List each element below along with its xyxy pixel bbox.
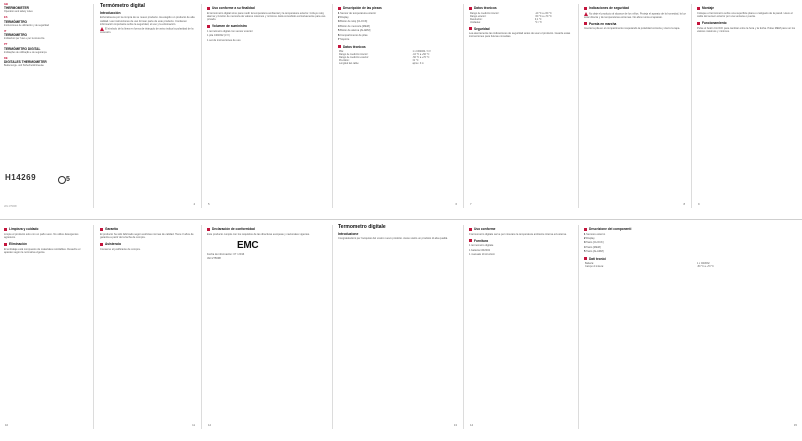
section-title: Eliminación [9, 242, 27, 247]
spec-table [584, 262, 798, 268]
section-title: Funcionamiento [702, 21, 727, 26]
body-text: Conserve el justificante de compra. [100, 247, 141, 251]
section-title: Declaración de conformidad [212, 227, 255, 231]
section-bullet-icon [584, 257, 587, 260]
warning-note [100, 27, 196, 34]
cover-subtitle: Operation and safety notes [4, 10, 33, 14]
cover-line [4, 43, 88, 53]
cover-title: TERMÓMETRO [4, 19, 28, 24]
column-rule [201, 225, 202, 429]
page-number: 12 [208, 423, 212, 427]
cover-panel [0, 0, 92, 210]
body-text: Inserte la pila en el compartimento respetando la polaridad correcta y cierre la tapa. [584, 27, 681, 31]
section-heading: Introducción [100, 11, 121, 15]
section-header [4, 242, 88, 246]
cover-title: TERMÓMETRO DIGITAL [4, 46, 41, 51]
section-title: Uso conforme [474, 227, 496, 231]
section-header [584, 257, 798, 261]
top-spread [0, 0, 802, 220]
section-header [207, 6, 327, 10]
section-title: Descrizione dei componenti [589, 227, 632, 231]
page-number: 5 [208, 202, 210, 206]
table-row [469, 21, 573, 24]
manual-page [334, 221, 462, 431]
manual-page [580, 0, 690, 210]
spec-value: °C / °F [534, 20, 542, 24]
cover-subtitle: Indicações de utilização e de segurança [4, 50, 47, 54]
cover-title: DIGITALES THERMOMETER [4, 60, 47, 65]
warning-text: No deje el producto al alcance de los niños. Proteja el aparato de la humedad, la luz solar directa y de temperaturas extremas. No abra nunca el aparato. [584, 12, 686, 19]
spec-value: 1 x CR2032 / 3 V [412, 50, 431, 54]
column-rule [201, 4, 202, 208]
spec-value: -50 °C a +70 °C [412, 56, 430, 60]
spec-label: Rango de medición exterior: [339, 56, 369, 60]
lang-code: ES [4, 16, 8, 20]
spec-value: -10 °C a +50 °C [534, 11, 552, 15]
section-title: Dati tecnici [589, 256, 607, 261]
spec-value: ±1 °C [412, 59, 419, 63]
body-text: El embalaje está compuesto de materiales reciclables. Deseche el aparato según la normativa vigente. [4, 247, 81, 254]
list-item: 3 Botón de reloj [CLOCK] [338, 20, 368, 24]
section-bullet-icon [4, 228, 7, 231]
page-number: 7 [470, 202, 472, 206]
column-rule [578, 225, 579, 429]
section-title: Datos técnicos [474, 6, 497, 10]
lang-code: PT [4, 43, 8, 47]
spec-value: aprox. 3 m [412, 62, 424, 66]
column-rule [463, 4, 464, 208]
list-item: 1 set de instrucciones de uso [207, 38, 241, 42]
cover-line [4, 3, 88, 13]
list-item: 6 Compartimento de pilas [338, 33, 368, 37]
section-bullet-icon [584, 228, 587, 231]
spec-label: Precisión: [339, 59, 350, 63]
page-heading: Termómetro digital [100, 3, 145, 9]
spec-value: -10 °C a +50 °C [412, 53, 430, 57]
section-bullet-icon [469, 27, 472, 30]
manual-page [203, 0, 331, 210]
page-number: 13 [453, 423, 457, 427]
list-item: 2 Display [584, 236, 595, 240]
section-bullet-icon [4, 243, 7, 246]
body-text: Lea atentamente las indicaciones de seguridad antes de usar el producto. Guarde estas instrucciones para futuras consultas. [469, 32, 571, 39]
section-header [469, 239, 573, 243]
list-item: 5 Tasto [ALARM] [584, 250, 604, 254]
list-item: 7 Soporte [338, 38, 350, 42]
section-header [100, 242, 196, 246]
column-rule [332, 225, 333, 429]
cover-line [4, 30, 88, 40]
section-title: Uso conforme a su finalidad [212, 6, 255, 10]
section-title: Limpieza y cuidado [9, 227, 39, 231]
section-bullet-icon [338, 45, 341, 48]
list-item: 1 termometro digitale [469, 244, 494, 248]
column-rule [578, 4, 579, 208]
list-item: 5 Botón de alarma [ALARM] [338, 29, 371, 33]
lang-code: GB [4, 3, 8, 6]
ian-code: IAN 275698 [207, 257, 221, 261]
section-bullet-icon [697, 7, 700, 10]
section-header [697, 6, 798, 10]
section-header [469, 227, 573, 231]
column-rule [332, 4, 333, 208]
spec-value: 0,1 °C [534, 17, 542, 21]
emc-logo: EMC [237, 239, 259, 251]
spec-value: -50 °C a +70 °C [697, 265, 714, 269]
manual-page [465, 221, 577, 431]
page-number: 4 [193, 202, 195, 206]
ian-code: IAN 275698 [4, 205, 17, 208]
list-item: 4 Tasto [MEM] [584, 245, 601, 249]
section-header [100, 227, 196, 231]
section-bullet-icon [584, 7, 587, 10]
section-bullet-icon [697, 22, 700, 25]
page-number: 15 [793, 423, 797, 427]
section-bullet-icon [100, 228, 103, 231]
column-rule [93, 225, 94, 429]
page-number: 6 [455, 202, 457, 206]
cover-subtitle: Indicazioni per l'uso e per la sicurezza [4, 37, 45, 41]
manual-page [465, 0, 577, 210]
manual-page [96, 221, 200, 431]
section-header [697, 21, 798, 25]
list-item: 1 Sensore esterno [584, 232, 606, 236]
column-rule [463, 225, 464, 429]
list-text: Tasto [CLOCK] [586, 241, 604, 245]
list-item: 1 manuale di istruzioni [469, 253, 495, 257]
section-title: Datos técnicos [343, 44, 366, 49]
page-number: 10 [5, 423, 9, 427]
section-header [338, 45, 458, 49]
section-header [469, 27, 573, 31]
section-title: Asistencia [105, 242, 121, 247]
list-text: Botón de reloj [CLOCK] [340, 20, 368, 24]
column-rule [691, 4, 692, 208]
section-title: Volumen de suministro [212, 24, 248, 29]
bottom-spread [0, 221, 802, 441]
section-bullet-icon [207, 7, 210, 10]
manual-page [203, 221, 331, 431]
list-item: 1 termómetro digital con sensor exterior [207, 29, 253, 33]
section-bullet-icon [469, 228, 472, 231]
section-heading: Introduzione [338, 232, 359, 236]
list-item: 4 Botón de memoria [MEM] [338, 24, 370, 28]
body-text: Coloque el termómetro sobre una superficie plana o cuélguelo de la pared. Lleve el cable del sensor exterior por una ventana o puerta. [697, 11, 793, 18]
section-header [469, 6, 573, 10]
warning-note [584, 12, 686, 19]
body-text: Limpie el producto solo con un paño seco. No utilice detergentes agresivos. [4, 232, 79, 239]
page-number: 8 [683, 202, 685, 206]
manual-page [0, 221, 92, 431]
warning-text: El símbolo de la línea en forma de triángulo de aviso indica la polaridad de la conexión. [100, 27, 194, 35]
manual-page [580, 221, 802, 431]
list-text: Tasto [MEM] [586, 245, 601, 249]
spec-label: Campo di misura: [585, 265, 604, 269]
section-header [584, 6, 686, 10]
section-header [207, 24, 327, 28]
section-bullet-icon [100, 243, 103, 246]
list-item: 1 pila CR2032 (3 V) [207, 34, 230, 38]
page-number: 14 [470, 423, 474, 427]
page-number: 9 [698, 202, 700, 206]
body-text: Enhorabuena por la compra de su nuevo producto. Ha elegido un producto de alta calidad. Las instrucciones de uso forman parte de este producto. Contienen información importante sobre la seguridad, el uso y la eliminación. [100, 16, 195, 26]
cover-title: THERMOMETER [4, 6, 29, 11]
page-number: 11 [192, 423, 195, 427]
spec-label: Rango de medición interior: [339, 53, 369, 57]
warranty-years: 5 [66, 176, 70, 183]
spec-value: -50 °C a +70 °C [534, 14, 552, 18]
list-text: Soporte [340, 38, 350, 42]
body-text: El producto ha sido fabricado según estrictas normas de calidad. Tiene 3 años de garantía a partir de la fecha de compra. [100, 232, 194, 239]
spec-label: Unidades: [470, 20, 481, 24]
cover-title-block [4, 3, 88, 67]
list-text: Display [586, 236, 595, 240]
section-header [4, 227, 88, 231]
list-text: Sensore esterno [586, 232, 606, 236]
cover-line [4, 16, 88, 26]
list-text: Compartimento de pilas [340, 33, 368, 37]
list-item: 2 Display [338, 15, 349, 19]
body-text: Il termometro digitale serve per misurare la temperatura ambiente interna ed esterna. [469, 232, 567, 236]
cover-title: TERMOMETRO [4, 33, 28, 38]
body-text: Este producto cumple con los requisitos de las directivas europeas y nacionales vigentes. [207, 232, 310, 236]
body-text: El termómetro digital sirve para medir la temperatura ambiental y la temperatura exterior. Incluye reloj, alarma y función de memoria de valores máximos y mínimos. Está concebido exclusivamente para uso privado. [207, 11, 326, 22]
section-header [207, 227, 327, 231]
manual-page [334, 0, 462, 210]
list-text: Sensor de temperatura exterior [340, 11, 377, 15]
lang-code: IT [4, 29, 7, 33]
spec-label: Rango de medición interior: [470, 11, 500, 15]
manual-page [96, 0, 200, 210]
product-code: H14269 [5, 173, 37, 182]
list-text: Display [340, 15, 349, 19]
section-title: Montaje [702, 6, 715, 10]
section-title: Seguridad [474, 26, 490, 31]
section-bullet-icon [207, 25, 210, 28]
section-title: Puesta en marcha [589, 21, 617, 26]
fold-line [0, 219, 802, 220]
section-bullet-icon [207, 228, 210, 231]
spec-table [469, 12, 573, 24]
cover-subtitle: Instrucciones de utilización y de seguridad [4, 23, 49, 27]
spec-label: Rango exterior: [470, 14, 487, 18]
manual-page [693, 0, 802, 210]
body-text: Pulse el botón CLOCK para cambiar entre la hora y la fecha. Pulse MEM para ver los valores máximos y mínimos. [697, 26, 796, 33]
info-date: Fecha de información: 07 / 2016 [207, 252, 245, 256]
list-item: 1 Sensor de temperatura exterior [338, 11, 377, 15]
table-row [338, 62, 458, 65]
list-text: Botón de alarma [ALARM] [340, 29, 371, 33]
section-header [584, 22, 686, 26]
spec-label: Batteria: [585, 262, 594, 266]
section-header [584, 227, 798, 231]
warranty-seal-icon [58, 176, 66, 184]
section-title: Indicaciones de seguridad [589, 6, 630, 10]
list-item: 1 batteria CR2032 [469, 248, 491, 252]
section-title: Fornitura [474, 238, 488, 243]
section-bullet-icon [469, 239, 472, 242]
section-bullet-icon [338, 7, 341, 10]
section-title: Descripción de las piezas [343, 6, 382, 10]
list-item: 3 Tasto [CLOCK] [584, 241, 604, 245]
list-text: Botón de memoria [MEM] [340, 24, 370, 28]
cover-line [4, 57, 88, 67]
lang-code: DE [4, 56, 8, 60]
spec-label: Resolución: [470, 17, 483, 21]
spec-label: Pila: [339, 50, 344, 54]
section-title: Garantía [105, 227, 118, 231]
section-bullet-icon [469, 7, 472, 10]
spec-table [338, 50, 458, 65]
section-bullet-icon [584, 22, 587, 25]
list-text: Tasto [ALARM] [586, 250, 604, 254]
section-header [338, 6, 458, 10]
body-text: Congratulazioni per l'acquisto del vostro nuovo prodotto. Avete scelto un prodotto di alta qualità. [338, 237, 448, 241]
page-heading: Termometro digitale [338, 224, 386, 230]
cover-subtitle: Bedienungs- und Sicherheitshinweise [4, 64, 44, 68]
spec-value: 1 x CR2032 [697, 262, 710, 266]
table-row [584, 265, 798, 268]
column-rule [93, 4, 94, 208]
spec-label: Longitud del cable: [339, 62, 360, 66]
